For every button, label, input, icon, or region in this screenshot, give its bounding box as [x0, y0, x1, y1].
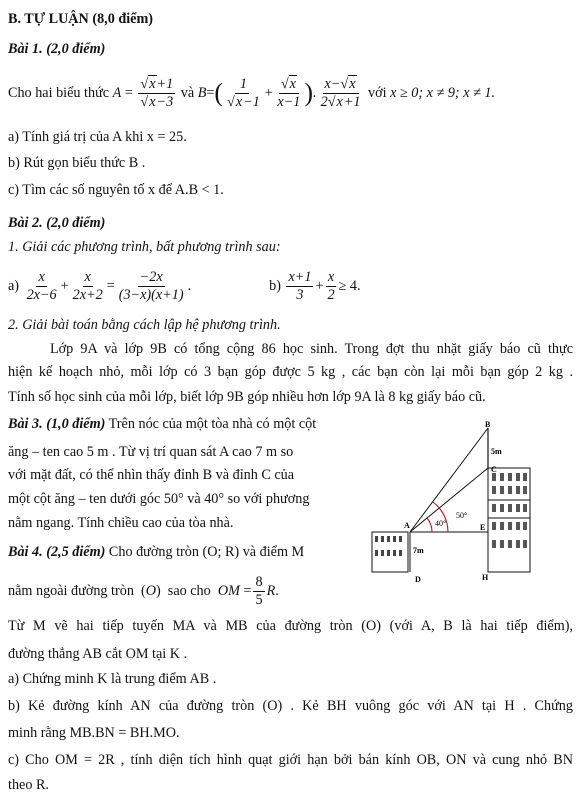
bai1-a: a) Tính giá trị của A khi x = 25. — [8, 129, 187, 145]
label-a: A — [404, 521, 410, 530]
label-d: D — [415, 575, 421, 584]
bai3-line-3: với mặt đất, có thể nhìn thấy đỉnh B và đỉnh C của — [8, 467, 295, 483]
bai2-line-3: Tính số học sinh của mỗi lớp, biết lớp 9B góp nhiều hơn lớp 9A là 8 kg giấy báo cũ. — [8, 389, 486, 405]
bai4-line-8: theo R. — [8, 777, 49, 793]
conn-va: và — [180, 85, 195, 101]
bai2-part2: 2. Giải bài toán bằng cách lập hệ phương trình. — [8, 317, 281, 333]
bai3-line-4: một cột ăng – ten dưới góc 50° và 40° so với phương — [8, 491, 310, 507]
bai2-line-1: Lớp 9A và lớp 9B có tổng cộng 86 học sinh. Trong đợt thu nhặt giấy báo cũ thực — [50, 341, 573, 357]
left-building — [372, 532, 408, 572]
bai3-line-2: ăng – ten cao 5 m . Từ vị trí quan sát A cao 7 m so — [8, 444, 294, 460]
bai4-line-1: Bài 4. (2,5 điểm) Cho đường tròn (O; R) và điểm M — [8, 544, 305, 560]
eq-a: a) $\frac{x}{2x-6}$ + $\frac{x}{2x+2}$ = $\frac{-2x}{(3-x)(x+1)}$ . — [8, 268, 192, 303]
bai4-part-b: b) Kẻ đường kính AN của đường tròn (O) . Kẻ BH vuông góc với AN tại H . Chứng — [8, 698, 573, 714]
bai4-part-a: a) Chứng minh K là trung điểm AB . — [8, 671, 217, 687]
label-b: B — [485, 420, 491, 429]
bai4-part-c: c) Cho OM = 2R , tính diện tích hình quạt giới hạn bởi bán kính OB, ON và cung nhỏ BN — [8, 752, 573, 768]
bai4-line-4: đường thẳng AB cắt OM tại K . — [8, 646, 188, 662]
label-5m: 5m — [491, 447, 502, 456]
bai1-intro: Cho hai biểu thức — [8, 85, 110, 101]
bai2-line-2: hiện kế hoạch nhỏ, mỗi lớp có 3 bạn góp được 5 kg , các bạn còn lại mỗi bạn góp 2 kg . — [8, 364, 573, 380]
bai1-title: Bài 1. (2,0 điểm) — [8, 41, 106, 57]
angle-arc-40 — [427, 518, 432, 532]
bai3-line-1: Bài 3. (1,0 điểm) Trên nóc của một tòa nhà có một cột — [8, 416, 317, 432]
label-7m: 7m — [413, 546, 424, 555]
label-angle-50: 50° — [456, 511, 468, 520]
condition: x ≥ 0; x ≠ 9; x ≠ 1. — [390, 85, 496, 101]
tall-building — [488, 468, 530, 572]
eq-b: b) $\frac{x+1}{3}$ + $\frac{x}{2}$ ≥ 4. — [269, 268, 361, 303]
bai4-line-3: Từ M vẽ hai tiếp tuyến MA và MB của đường tròn (O) (với A, B là hai tiếp điểm), — [8, 618, 573, 634]
expr-b: B = ( $\frac{1}{√x-1}$ + $\frac{√x}{x-1}$ ) . $\frac{x-√x}{2√x+1}$ — [197, 75, 361, 110]
bai4-line-2: nằm ngoài đường tròn (O) sao cho OM = $\frac{8}{5}$ R . — [8, 573, 279, 608]
bai3-title: Bài 3. (1,0 điểm) — [8, 416, 106, 432]
bai4-line-6: minh rằng MB.BN = BH.MO. — [8, 725, 180, 741]
label-angle-40: 40° — [435, 519, 447, 528]
bai2-equations — [8, 266, 578, 306]
section-title: B. TỰ LUẬN (8,0 điểm) — [8, 11, 154, 27]
expr-a: A = $\frac{√x+1}{√x-3}$ — [112, 75, 174, 110]
sight-line-ab — [410, 428, 488, 532]
bai2-part1: 1. Giải các phương trình, bất phương trình sau: — [8, 239, 281, 255]
conn-voi: với — [368, 85, 387, 101]
antenna-building-figure — [370, 420, 580, 590]
bai1-b: b) Rút gọn biểu thức B . — [8, 155, 146, 171]
bai3-line-5: nằm ngang. Tính chiều cao của tòa nhà. — [8, 515, 234, 531]
bai2-title: Bài 2. (2,0 điểm) — [8, 215, 106, 231]
sight-line-ac — [410, 468, 488, 532]
bai4-title: Bài 4. (2,5 điểm) — [8, 544, 106, 560]
label-h: H — [482, 573, 489, 582]
label-e: E — [480, 523, 486, 532]
label-c: C — [491, 465, 497, 474]
bai1-c: c) Tìm các số nguyên tố x để A.B < 1. — [8, 182, 224, 198]
bai1-formula-line — [8, 70, 495, 116]
